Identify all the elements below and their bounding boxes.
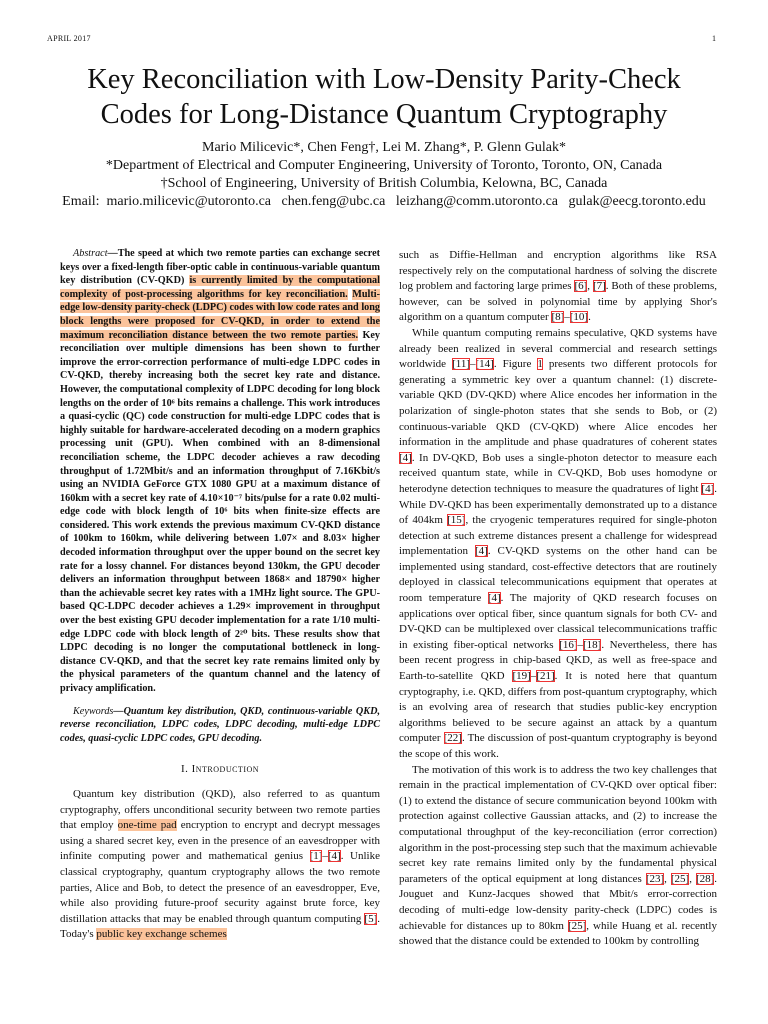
- citation-link[interactable]: [11]: [452, 358, 470, 371]
- motivation-paragraph: The motivation of this work is to address the two key challenges that remain in the practical implementation of CV-QKD over optical fiber: (1) to extend the distance of secure communication beyond 100km with protection against collective Gaussian attacks, and (2) to increase the computational throughput of the key-reconciliation (error correction) algorithm in the post-processing step such that the maximum achievable secret key rate remains limited only by the fundamental physical parameters of the optical equipment at long distances [23], [25], [28]. Jouguet and Kunz-Jacques showed that Mbit/s error-correction decoding of multi-edge low-density parity-check (LDPC) codes is achievable for distances up to 80km [25], while Huang et al. recently showed that the distance could be extended to 100km by controlling: [399, 763, 718, 948]
- section-heading-introduction: I. Introduction: [180, 763, 260, 776]
- citation-link[interactable]: [18]: [582, 638, 602, 651]
- left-column: [60, 247, 380, 943]
- intro-continued-paragraph: such as Diffie-Hellman and encryption algorithms like RSA respectively rely on the computational hardness of solving the discrete log problem and factoring large primes [6], [7]. Both of these problems, however, can be solved in polynomial time by applying Shor's algorithm on a quantum computer [8]–[10].: [399, 249, 717, 324]
- citation-link[interactable]: [19]: [512, 670, 531, 683]
- affiliation-toronto: *Department of Electrical and Computer Engineering, University of Toronto, Toronto, ON, Canada: [105, 158, 663, 173]
- title-line-2: Codes for Long-Distance Quantum Cryptography: [100, 99, 668, 130]
- citation-link[interactable]: [22]: [443, 732, 462, 745]
- author-block: [0, 139, 768, 211]
- highlight: one-time pad: [117, 819, 177, 832]
- citation-link[interactable]: [5]: [364, 912, 378, 925]
- intro-paragraph: Quantum key distribution (QKD), also referred to as quantum cryptography, offers unconditional security between two remote parties that employ one-time pad encryption to encrypt and decrypt messages using a shared secret key, even in the presence of an eavesdropper with infinite computing power and mathematical genius [1]–[4]. Unlike classical cryptography, quantum cryptography allows the two remote parties, Alice and Bob, to detect the presence of an eavesdropper, Eve, while also providing future-proof security against brute force, key distillation attacks that may be enabled through quantum computing [5]. Today's public key exchange schemes: [60, 787, 380, 941]
- citation-link[interactable]: [21]: [536, 670, 555, 683]
- paper-title: [0, 62, 768, 132]
- author-names: Mario Milicevic*, Chen Feng†, Lei M. Zhang*, P. Glenn Gulak*: [202, 140, 566, 155]
- highlight: Multi-edge low-density parity-check (LDPC) codes with low code rates and long block lengths were proposed for CV-QKD, in order to extend the maximum reconciliation distance between the two remote parties.: [60, 288, 380, 341]
- author-emails: Email: mario.milicevic@utoronto.ca chen.feng@ubc.ca leizhang@comm.utoronto.ca gulak@eecg.toronto.edu: [62, 194, 706, 209]
- right-column: [399, 248, 717, 950]
- citation-link[interactable]: [16]: [559, 638, 578, 651]
- citation-link[interactable]: [6]: [574, 280, 588, 293]
- citation-link[interactable]: [25]: [670, 872, 690, 885]
- title-line-1: Key Reconciliation with Low-Density Parity-Check: [87, 64, 681, 95]
- keywords-label: Keywords: [73, 705, 114, 717]
- citation-link[interactable]: [1]: [309, 850, 323, 863]
- citation-link[interactable]: [28]: [695, 872, 715, 885]
- page-number: 1: [712, 34, 716, 43]
- citation-link[interactable]: [4]: [475, 545, 488, 558]
- citation-link[interactable]: [4]: [487, 592, 501, 605]
- citation-link[interactable]: [4]: [399, 451, 412, 464]
- citation-link[interactable]: [4]: [701, 482, 715, 495]
- highlight: public key exchange schemes: [96, 928, 227, 941]
- qkd-protocols-paragraph: While quantum computing remains speculative, QKD systems have already been realized in several commercial and research settings worldwide [11]–[14]. Figure 1 presents two different protocols for generating a symmetric key over a quantum channel: (1) discrete-variable QKD (DV-QKD) where Alice encodes her information in the polarization of single-photon states that she sends to Bob, or (2) continuous-variable QKD (CV-QKD) where Alice encodes her information in the amplitude and phase quadratures of coherent states [4]. In DV-QKD, Bob uses a single-photon detector to measure each received quantum state, while in CV-QKD, Bob uses homodyne or heterodyne detection techniques to measure the quadratures of light [4]. While DV-QKD has been experimentally demonstrated up to a distance of 404km [15], the cryogenic temperatures required for single-photon detection at such extreme distances present a challenge for widespread implementation [4]. CV-QKD systems on the other hand can be implemented using standard, cost-effective detectors that are routinely deployed in classical telecommunications equipment that operates at room temperature [4]. The majority of QKD research focuses on applications over optical fiber, since quantum signals for both CV- and DV-QKD can be multiplexed over classical telecommunications traffic in existing fiber-optical networks [16]–[18]. Nevertheless, there has been recent progress in chip-based QKD, as well as free-space and Earth-to-satellite QKD [19]–[21]. It is noted here that quantum cryptography, i.e. QKD, differs from post-quantum cryptography, which is an evolving area of research that studies public-key encryption algorithms believed to be secure against an attack by a quantum computer [22]. The discussion of post-quantum cryptography is beyond the scope of this work.: [399, 326, 718, 760]
- citation-link[interactable]: [8]: [551, 311, 565, 324]
- highlight: is currently limited by the computational complexity of post-processing algorithms for key reconciliation.: [60, 275, 380, 300]
- citation-link[interactable]: [23]: [645, 872, 665, 885]
- citation-link[interactable]: [15]: [447, 514, 466, 527]
- citation-link[interactable]: [14]: [475, 358, 494, 371]
- citation-link[interactable]: [25]: [567, 919, 587, 932]
- abstract-label: Abstract: [73, 248, 108, 259]
- citation-link[interactable]: [7]: [592, 280, 606, 293]
- running-header-date: APRIL 2017: [47, 34, 91, 43]
- keywords: Keywords—Quantum key distribution, QKD, continuous-variable QKD, reverse reconciliation, LDPC codes, LDPC decoding, multi-edge LDPC codes, quasi-cyclic LDPC codes, GPU decoding.: [60, 705, 380, 744]
- citation-link[interactable]: [4]: [327, 850, 341, 863]
- affiliation-ubc: †School of Engineering, University of British Columbia, Kelowna, BC, Canada: [160, 176, 608, 191]
- citation-link[interactable]: [10]: [569, 311, 589, 324]
- abstract: Abstract—The speed at which two remote parties can exchange secret keys over a fixed-length fiber-optic cable in continuous-variable quantum key distribution (CV-QKD) is currently limited by the computational complexity of post-processing algorithms for key reconciliation. Multi-edge low-density parity-check (LDPC) codes with low code rates and long block lengths were proposed for CV-QKD, in order to extend the maximum reconciliation distance between the two remote parties. Key reconciliation over multiple dimensions has been shown to further improve the error-correction performance of multi-edge LDPC codes in CV-QKD, thereby increasing both the secret key rate and distance. However, the computational complexity of LDPC decoding for long block lengths on the order of 10⁶ bits remains a challenge. This work introduces a quasi-cyclic (QC) code construction for multi-edge LDPC codes that is highly suitable for hardware-accelerated decoding on a modern graphics processing unit (GPU). When combined with an 8-dimensional reconciliation scheme, the LDPC decoder achieves a raw decoding throughput of 1.72Mbit/s and an information throughput of 7.16Kbit/s using an NVIDIA GeForce GTX 1080 GPU at a maximum distance of 160km with a secret key rate of 4.10×10⁻⁷ bits/pulse for a rate 0.02 multi-edge code with block length of 10⁶ bits when finite-size effects are considered. This work extends the previous maximum CV-QKD distance of 100km to 160km, while delivering between 1.07× and 8.03× higher decoded information throughput over the upper bound on the secret key rate for a lossy channel. For distances beyond 130km, the GPU decoder delivers an information throughput between 1868× and 18790× higher than the achievable secret key rates with a 1MHz light source. The GPU-based QC-LDPC decoder achieves a 1.29× improvement in throughput over the best existing GPU decoder implementation for a rate 1/10 multi-edge LDPC code with block length of 2²⁰ bits. These results show that LDPC decoding is no longer the computational bottleneck in long-distance CV-QKD, and that the secret key rate remains limited only by the physical parameters of the quantum channel and the latency of privacy amplification.: [60, 248, 380, 694]
- figure-link[interactable]: 1: [537, 358, 543, 371]
